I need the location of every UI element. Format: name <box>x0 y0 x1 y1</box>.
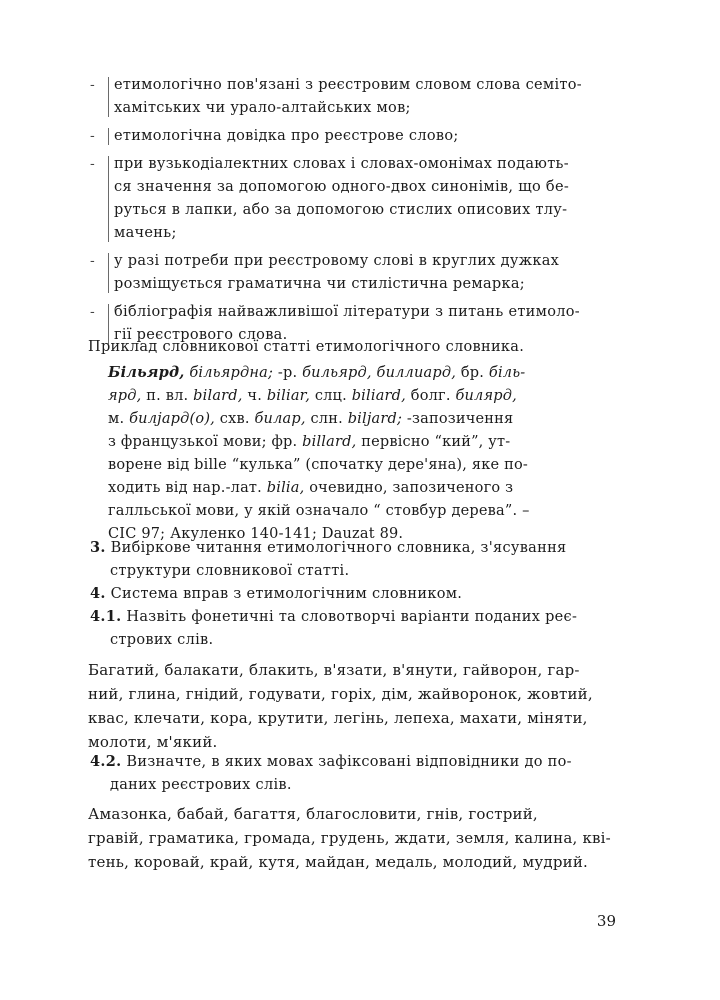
task-number: 3. <box>90 539 106 556</box>
text-line: Амазонка, бабай, багаття, благословити, гнів, гострий, <box>88 805 538 823</box>
entry-italic: билјард(о), <box>129 411 215 427</box>
task-text: Вибіркове читання етимологічного словника, з'ясування <box>105 540 567 556</box>
text-line: при вузькодіалектних словах і словах-омонімах подають- <box>114 156 569 172</box>
task-text: Система вправ з етимологічним словником. <box>105 586 463 602</box>
task-line <box>90 750 620 774</box>
bullet-dash: - <box>90 304 95 320</box>
entry-italic: билар, <box>254 411 306 427</box>
text-line: руться в лапки, або за допомогою стислих описових тлу- <box>114 202 568 218</box>
text-line: молоти, м'який. <box>88 733 218 751</box>
entry-text: -р. <box>273 365 303 381</box>
list-item-text <box>114 125 628 148</box>
task-3 <box>90 536 620 583</box>
list-item <box>88 74 628 120</box>
text-line: етимологічна довідка про реєстрове слово; <box>114 128 459 144</box>
entry-line <box>108 408 616 431</box>
text-line: бібліографія найважливішої літератури з питань етимоло- <box>114 304 580 320</box>
entry-text: очевидно, запозиченого з <box>304 480 514 496</box>
text-line: гравій, граматика, громада, грудень, ждати, земля, калина, кві- <box>88 829 611 847</box>
entry-italic: billard, <box>302 434 357 450</box>
word-list-2 <box>88 802 618 874</box>
text-line: у разі потреби при реєстровому слові в круглих дужках <box>114 253 560 269</box>
entry-text: схв. <box>215 411 255 427</box>
entry-text: м. <box>108 411 130 427</box>
entry-text: п. вл. <box>141 388 194 404</box>
entry-line <box>108 431 616 454</box>
text-line: квас, клечати, кора, крутити, легінь, лепеха, махати, міняти, <box>88 709 588 727</box>
text-line: ний, глина, гнідий, годувати, горіх, дім, жайворонок, жовтий, <box>88 685 593 703</box>
text-line: розміщується граматична чи стилістична ремарка; <box>114 276 525 292</box>
entry-text: бр. <box>456 365 489 381</box>
text-line: ся значення за допомогою одного-двох синонімів, що бе- <box>114 179 570 195</box>
text-line: тень, коровай, край, кутя, майдан, медаль, молодий, мудрий. <box>88 853 588 871</box>
entry-italic: бильярд, биллиард, <box>302 365 457 381</box>
margin-bar <box>108 156 109 242</box>
entry-text: -запозичення <box>402 411 514 427</box>
task-text: даних реєстрових слів. <box>110 777 292 793</box>
text-line: Багатий, балакати, блакить, в'язати, в'янути, гайворон, гар- <box>88 661 580 679</box>
entry-text: ч. <box>242 388 267 404</box>
task-4-2 <box>90 750 620 797</box>
task-line <box>90 605 620 629</box>
text-line: етимологічно пов'язані з реєстровим словом слова семіто- <box>114 77 582 93</box>
entry-line: галльської мови, у якій означало “ стовбур дерева”. – <box>108 503 530 519</box>
dictionary-entry <box>108 361 616 546</box>
task-4 <box>90 582 620 606</box>
list-item-text <box>114 74 628 120</box>
entry-italic: ярд, <box>108 388 142 404</box>
task-4-1 <box>90 605 620 652</box>
list-item <box>88 153 628 245</box>
task-line <box>90 536 620 560</box>
bullet-list <box>88 74 628 352</box>
entry-italic: biljard; <box>347 411 403 427</box>
entry-line <box>108 477 616 500</box>
entry-headword: Більярд, <box>108 364 185 381</box>
entry-text: слц. <box>310 388 352 404</box>
entry-text: слн. <box>305 411 348 427</box>
bullet-dash: - <box>90 128 95 144</box>
entry-italic: bilia, <box>266 480 305 496</box>
entry-italic: біль- <box>488 365 526 381</box>
task-number: 4.1. <box>90 608 122 625</box>
entry-line <box>108 385 616 408</box>
entry-italic: biliar, <box>266 388 311 404</box>
entry-line: СІС 97; Акуленко 140-141; Dauzat 89. <box>108 526 404 542</box>
task-text: Визначте, в яких мовах зафіксовані відповідники до по- <box>121 754 572 770</box>
task-text: стрових слів. <box>110 632 214 648</box>
word-list-1 <box>88 658 618 754</box>
text-line: хамітських чи урало-алтайських мов; <box>114 100 411 116</box>
list-item <box>88 125 628 148</box>
task-number: 4. <box>90 585 106 602</box>
text-line: мачень; <box>114 225 177 241</box>
task-line <box>90 582 620 606</box>
page-number: 39 <box>596 912 616 930</box>
entry-italic: bilard, <box>193 388 243 404</box>
bullet-dash: - <box>90 77 95 93</box>
margin-bar <box>108 77 109 117</box>
task-number: 4.2. <box>90 753 122 770</box>
bullet-dash: - <box>90 156 95 172</box>
list-item <box>88 250 628 296</box>
margin-bar <box>108 253 109 293</box>
text-line: гії реєстрового слова. <box>114 327 288 343</box>
entry-line <box>108 361 616 385</box>
list-item-text <box>114 153 628 245</box>
task-text: структури словникової статті. <box>110 563 350 579</box>
entry-text: первісно “кий”, ут- <box>356 434 511 450</box>
bullet-dash: - <box>90 253 95 269</box>
entry-line: ворене від bille “кулька” (спочатку дере'яна), яке по- <box>108 457 528 473</box>
entry-italic: biliard, <box>351 388 406 404</box>
list-item-text <box>114 250 628 296</box>
entry-italic: більярдна; <box>189 365 274 381</box>
entry-italic: билярд, <box>455 388 517 404</box>
entry-text: з французької мови; фр. <box>108 434 303 450</box>
task-text: Назвіть фонетичні та словотворчі варіанти поданих реє- <box>121 609 578 625</box>
entry-text: ходить від нар.-лат. <box>108 480 267 496</box>
example-heading: Приклад словникової статті етимологічного словника. <box>88 339 525 355</box>
entry-text: болг. <box>405 388 456 404</box>
margin-bar <box>108 128 109 145</box>
